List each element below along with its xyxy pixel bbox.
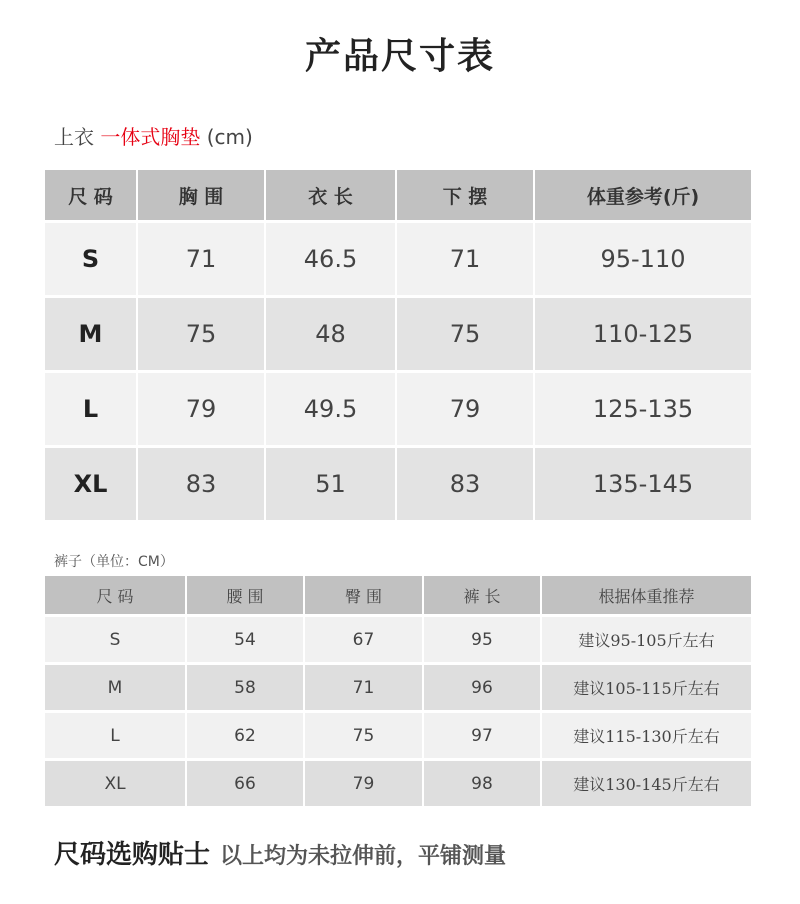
table-cell: 95 bbox=[423, 616, 541, 664]
table-cell: 135-145 bbox=[534, 447, 751, 522]
table-cell: 46.5 bbox=[265, 222, 396, 297]
table-header-row bbox=[45, 576, 751, 616]
tops-label-highlight: 一体式胸垫 bbox=[100, 125, 201, 149]
table-cell: 79 bbox=[137, 372, 265, 447]
pants-size-table bbox=[45, 576, 751, 809]
header-length: 衣 长 bbox=[265, 170, 396, 222]
size-cell: M bbox=[45, 297, 137, 372]
page-title: 产品尺寸表 bbox=[304, 35, 495, 77]
table-cell: 83 bbox=[137, 447, 265, 522]
table-row bbox=[45, 712, 751, 760]
table-cell: 48 bbox=[265, 297, 396, 372]
tips-text: 以上均为未拉伸前，平铺测量 bbox=[220, 844, 507, 869]
size-cell: S bbox=[45, 222, 137, 297]
table-cell: 95-110 bbox=[534, 222, 751, 297]
tops-section-label bbox=[54, 121, 253, 150]
size-cell: M bbox=[45, 664, 186, 712]
header-hip: 臀 围 bbox=[304, 576, 423, 616]
tops-label-prefix: 上衣 bbox=[54, 125, 94, 149]
table-header-row bbox=[45, 170, 751, 222]
table-row bbox=[45, 447, 751, 522]
table-cell: 62 bbox=[186, 712, 304, 760]
table-cell: 96 bbox=[423, 664, 541, 712]
table-cell: 71 bbox=[304, 664, 423, 712]
table-cell: 75 bbox=[396, 297, 534, 372]
tips-title: 尺码选购贴士 bbox=[54, 840, 211, 870]
table-cell: 75 bbox=[304, 712, 423, 760]
table-cell: 71 bbox=[396, 222, 534, 297]
size-cell: L bbox=[45, 712, 186, 760]
tops-size-table bbox=[45, 170, 751, 523]
table-cell: 67 bbox=[304, 616, 423, 664]
table-row bbox=[45, 664, 751, 712]
size-cell: XL bbox=[45, 447, 137, 522]
header-chest: 胸 围 bbox=[137, 170, 265, 222]
table-cell: 79 bbox=[304, 760, 423, 808]
table-cell: 98 bbox=[423, 760, 541, 808]
table-cell: 83 bbox=[396, 447, 534, 522]
table-row bbox=[45, 297, 751, 372]
table-row bbox=[45, 616, 751, 664]
table-cell: 建议105-115斤左右 bbox=[541, 664, 751, 712]
table-cell: 66 bbox=[186, 760, 304, 808]
header-hem: 下 摆 bbox=[396, 170, 534, 222]
size-cell: XL bbox=[45, 760, 186, 808]
table-cell: 54 bbox=[186, 616, 304, 664]
table-row bbox=[45, 372, 751, 447]
table-cell: 建议115-130斤左右 bbox=[541, 712, 751, 760]
pants-section-label: 裤子（单位：CM） bbox=[54, 554, 174, 570]
table-cell: 49.5 bbox=[265, 372, 396, 447]
size-cell: S bbox=[45, 616, 186, 664]
table-cell: 58 bbox=[186, 664, 304, 712]
table-cell: 75 bbox=[137, 297, 265, 372]
table-cell: 110-125 bbox=[534, 297, 751, 372]
table-cell: 79 bbox=[396, 372, 534, 447]
header-size: 尺 码 bbox=[45, 576, 186, 616]
header-size: 尺 码 bbox=[45, 170, 137, 222]
table-row bbox=[45, 760, 751, 808]
header-recommend: 根据体重推荐 bbox=[541, 576, 751, 616]
tops-label-unit: (cm) bbox=[206, 125, 253, 149]
table-cell: 97 bbox=[423, 712, 541, 760]
table-cell: 71 bbox=[137, 222, 265, 297]
table-cell: 建议130-145斤左右 bbox=[541, 760, 751, 808]
header-weight: 体重参考(斤) bbox=[534, 170, 751, 222]
size-cell: L bbox=[45, 372, 137, 447]
table-cell: 125-135 bbox=[534, 372, 751, 447]
size-tips bbox=[54, 834, 506, 871]
table-cell: 51 bbox=[265, 447, 396, 522]
table-row bbox=[45, 222, 751, 297]
header-waist: 腰 围 bbox=[186, 576, 304, 616]
header-pants-length: 裤 长 bbox=[423, 576, 541, 616]
table-cell: 建议95-105斤左右 bbox=[541, 616, 751, 664]
